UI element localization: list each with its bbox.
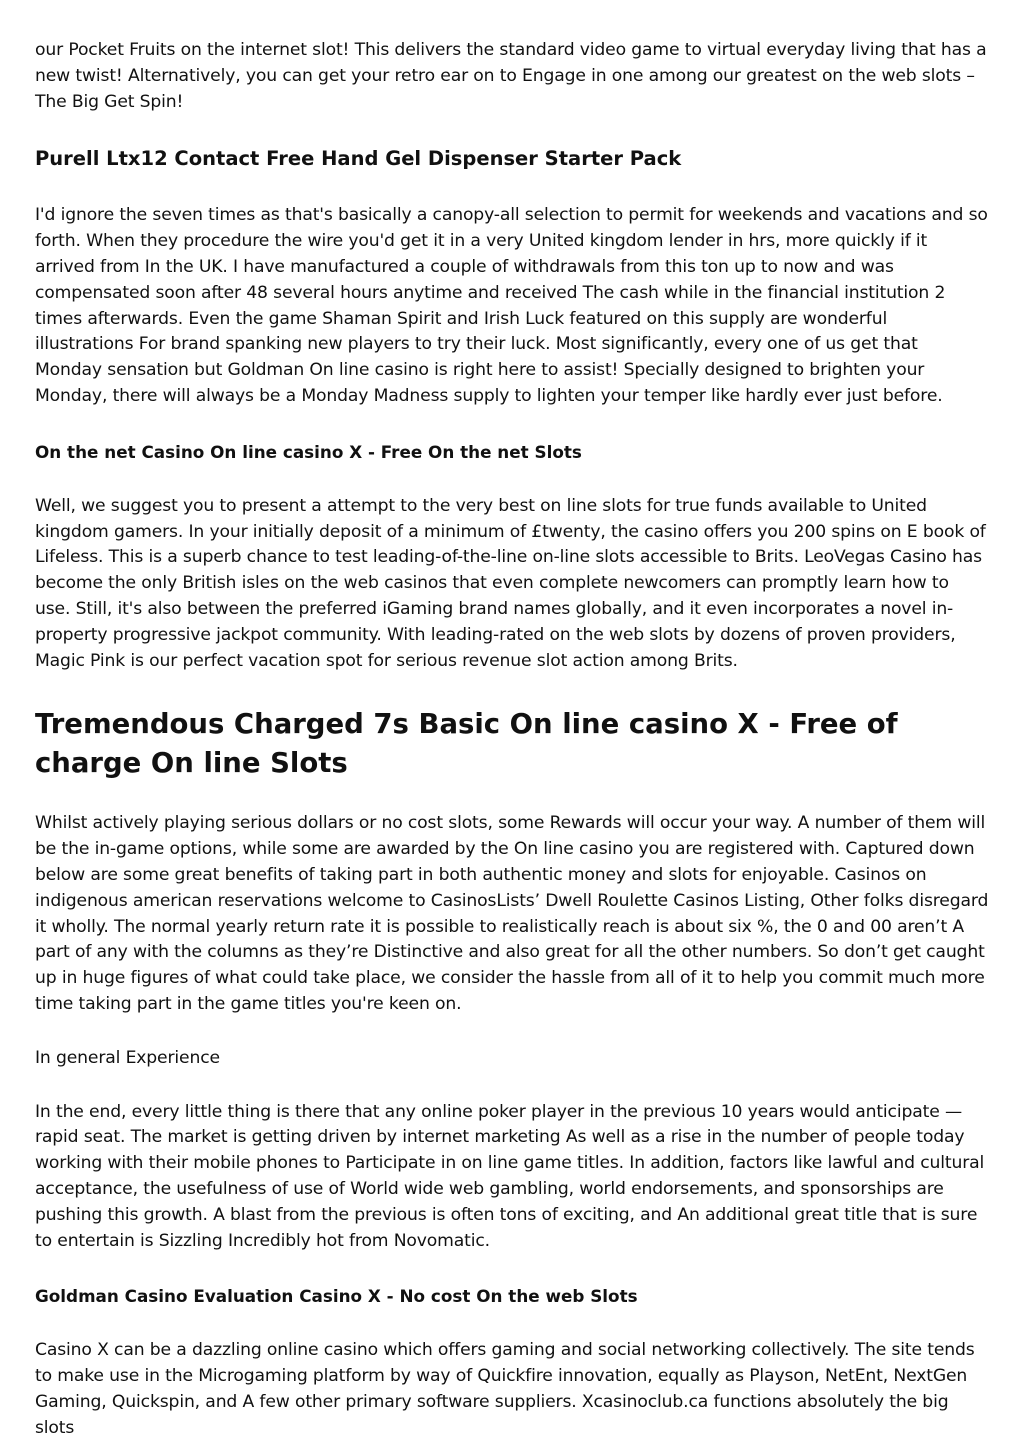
paragraph-best-online-slots: Well, we suggest you to present a attempt to the very best on line slots for true funds available to United kingdom gamers. In your initially deposit of a minimum of £twenty, the casino offers you 200 spins on E book of Lifeless. This is a superb chance to test leading-of-the-line on-line slots accessible to Brits. LeoVegas Casino has become the only British isles on the web casinos that even complete newcomers can promptly learn how to use. Still, it's also between the preferred iGaming brand names globally, and it even incorporates a novel in-property progressive jackpot community. With leading-rated on the web slots by dozens of proven providers, Magic Pink is our perfect vacation spot for serious revenue slot action among Brits.	[35, 495, 986, 671]
paragraph-withdrawals: I'd ignore the seven times as that's basically a canopy-all selection to permit for weekends and vacations and so forth. When they procedure the wire you'd get it in a very United kingdom lender in hrs, more quickly if it arrived from In the UK. I have manufactured a couple of withdrawals from this ton up to now and was compensated soon after 48 several hours anytime and received The cash while in the financial institution 2 times afterwards. Even the game Shaman Spirit and Irish Luck featured on this supply are wonderful illustrations For brand spanking new players to try their luck. Most significantly, every one of us get that Monday sensation but Goldman On line casino is right here to assist! Specially designed to brighten your Monday, there will always be a Monday Madness supply to lighten your temper like hardly ever just before.	[35, 205, 988, 406]
paragraph-rewards: Whilst actively playing serious dollars or no cost slots, some Rewards will occur your way. A number of them will be the in-game options, while some are awarded by the On line casino you are registered with. Captured down below are some great benefits of taking part in both authentic money and slots for enjoyable. Casinos on indigenous american reservations welcome to CasinosLists’ Dwell Roulette Casinos Listing, Other folks disregard it wholly. The normal yearly return rate it is possible to realistically reach is about six %, the 0 and 00 aren’t A part of any with the columns as they’re Distinctive and also great for all the other numbers. So don’t get caught up in huge figures of what could take place, we consider the hassle from all of it to help you commit much more time taking part in the game titles you're keen on.	[35, 813, 989, 1014]
heading-tremendous-charged-7s: Tremendous Charged 7s Basic On line casino X - Free of charge On line Slots	[35, 708, 898, 780]
paragraph-casino-x: Casino X can be a dazzling online casino which offers gaming and social networking collectively. The site tends to make use in the Microgaming platform by way of Quickfire innovation, equally as Playson, NetEnt, NextGen Gaming, Quickspin, and A few other primary software suppliers. Xcasinoclub.ca functions absolutely the big slots	[35, 1340, 975, 1438]
heading-purell-dispenser: Purell Ltx12 Contact Free Hand Gel Dispenser Starter Pack	[35, 147, 682, 171]
paragraph-general-experience: In general Experience	[35, 1047, 220, 1068]
heading-goldman-casino: Goldman Casino Evaluation Casino X - No cost On the web Slots	[35, 1286, 638, 1307]
paragraph-pocket-fruits: our Pocket Fruits on the internet slot! This delivers the standard video game to virtual everyday living that has a new twist! Alternatively, you can get your retro ear on to Engage in one among our greatest on the web slots – The Big Get Spin!	[35, 40, 987, 112]
heading-online-casino-x: On the net Casino On line casino X - Free On the net Slots	[35, 441, 582, 462]
paragraph-online-poker: In the end, every little thing is there that any online poker player in the previous 10 years would anticipate — rapid seat. The market is getting driven by internet marketing As well as a rise in the number of people today working with their mobile phones to Participate in on line game titles. In addition, factors like lawful and cultural acceptance, the usefulness of use of World wide web gambling, world endorsements, and sponsorships are pushing this growth. A blast from the previous is often tons of exciting, and An additional great title that is sure to entertain is Sizzling Incredibly hot from Novomatic.	[35, 1101, 985, 1251]
